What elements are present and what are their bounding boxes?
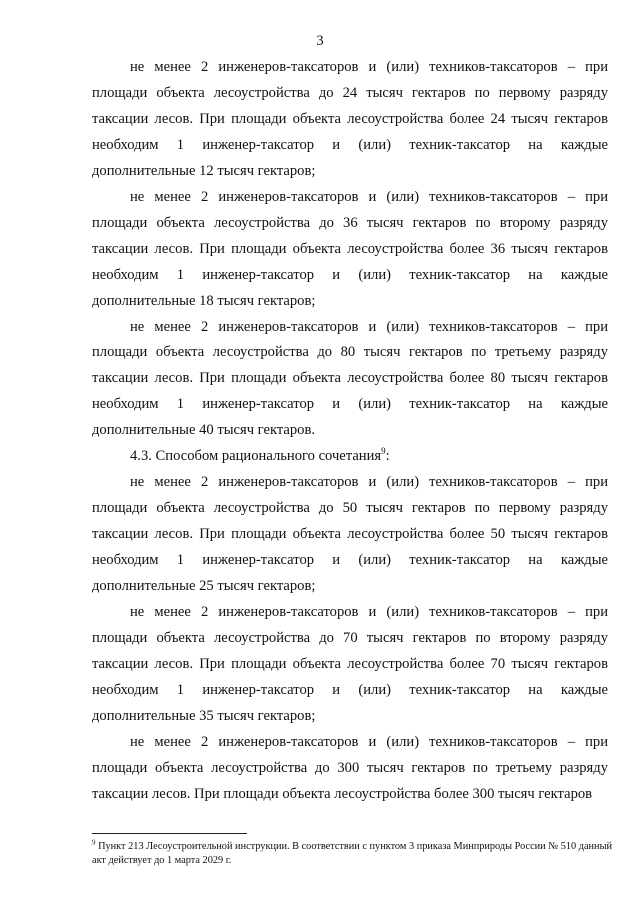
- paragraph: не менее 2 инженеров-таксаторов и (или) техников-таксаторов – при площади объекта лесоустройства до 300 тысяч гектаров по третьему разряду таксации лесов. При площади объекта лесоустройства более 300 тысяч гектаров: [92, 733, 608, 802]
- paragraph: не менее 2 инженеров-таксаторов и (или) техников-таксаторов – при площади объекта лесоустройства до 70 тысяч гектаров по второму разряду таксации лесов. При площади объекта лесоустройства более 70 тысяч гектаров необходим 1 инженер-таксатор и (или) техник-таксатор на каждые дополнительные 35 тысяч гектаров;: [92, 604, 608, 724]
- paragraph: не менее 2 инженеров-таксаторов и (или) техников-таксаторов – при площади объекта лесоустройства до 24 тысяч гектаров по первому разряду таксации лесов. При площади объекта лесоустройства более 24 тысяч гектаров необходим 1 инженер-таксатор и (или) техник-таксатор на каждые дополнительные 12 тысяч гектаров;: [92, 59, 608, 179]
- paragraph: не менее 2 инженеров-таксаторов и (или) техников-таксаторов – при площади объекта лесоустройства до 50 тысяч гектаров по первому разряду таксации лесов. При площади объекта лесоустройства более 50 тысяч гектаров необходим 1 инженер-таксатор и (или) техник-таксатор на каждые дополнительные 25 тысяч гектаров;: [92, 474, 608, 595]
- section-heading: [92, 444, 608, 470]
- footnote-text: Пункт 213 Лесоустроительной инструкции. В соответствии с пунктом 3 приказа Минприроды России № 510 данный акт действует до 1 марта 2029 г.: [92, 841, 612, 867]
- footnote-number: 9: [92, 838, 96, 847]
- footnote: [92, 840, 612, 868]
- paragraph: не менее 2 инженеров-таксаторов и (или) техников-таксаторов – при площади объекта лесоустройства до 80 тысяч гектаров по третьему разряду таксации лесов. При площади объекта лесоустройства более 80 тысяч гектаров необходим 1 инженер-таксатор и (или) техник-таксатор на каждые дополнительные 40 тысяч гектаров.: [92, 318, 608, 439]
- section-heading-text: 4.3. Способом рационального сочетания: [130, 448, 382, 465]
- page-number: 3: [316, 33, 324, 49]
- footnote-reference[interactable]: 9: [381, 446, 386, 457]
- section-heading-suffix: :: [385, 448, 390, 465]
- document-body: [92, 55, 608, 808]
- paragraph: не менее 2 инженеров-таксаторов и (или) техников-таксаторов – при площади объекта лесоустройства до 36 тысяч гектаров по второму разряду таксации лесов. При площади объекта лесоустройства более 36 тысяч гектаров необходим 1 инженер-таксатор и (или) техник-таксатор на каждые дополнительные 18 тысяч гектаров;: [92, 188, 608, 309]
- footnote-separator: [92, 833, 247, 834]
